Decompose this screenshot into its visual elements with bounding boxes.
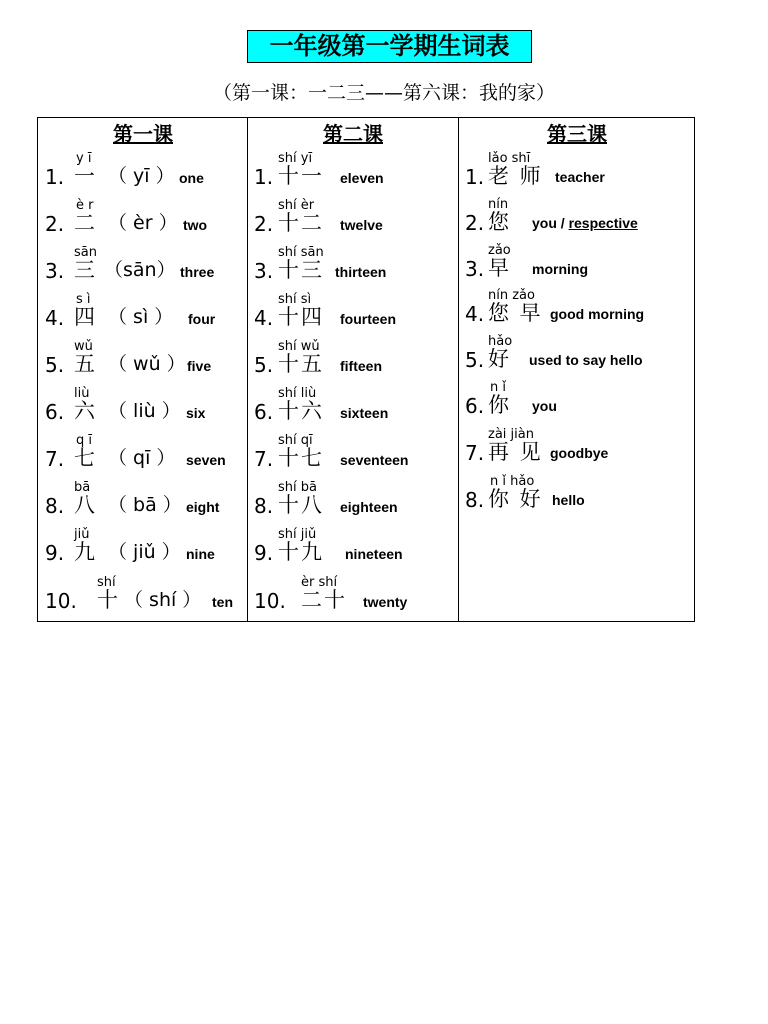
entry-number: 10. (254, 589, 286, 613)
pinyin: shí jiǔ (278, 527, 317, 542)
pronunciation: （sān） (104, 259, 176, 281)
hanzi: 二 (74, 211, 97, 235)
english: nineteen (345, 546, 403, 562)
english: seventeen (340, 452, 409, 468)
english: four (188, 311, 216, 327)
english: morning (532, 261, 588, 277)
entry-number: 2. (254, 212, 274, 236)
hanzi: 您 (488, 210, 511, 234)
lesson-2-heading: 第二课 (323, 122, 383, 146)
pinyin: n ǐ (490, 380, 506, 395)
pinyin: shí liù (278, 386, 317, 401)
entry-number: 2. (45, 212, 65, 236)
hanzi: 十一 (278, 164, 324, 188)
hanzi: 四 (74, 305, 97, 329)
pronunciation: （ sì ） (108, 306, 174, 328)
pronunciation: （ èr ） (108, 212, 178, 234)
vocabulary-table (37, 117, 695, 622)
pinyin: shí sān (278, 245, 324, 260)
english: thirteen (335, 264, 387, 280)
english: seven (186, 452, 226, 468)
english-underlined: respective (568, 215, 638, 231)
pinyin: zǎo (488, 243, 511, 258)
entry-number: 7. (45, 447, 65, 471)
hanzi: 老 师 (488, 164, 543, 188)
page-title: 一年级第一学期生词表 (247, 30, 532, 63)
hanzi: 九 (74, 540, 97, 564)
english: twenty (363, 594, 408, 610)
hanzi: 十四 (278, 305, 324, 329)
pinyin: jiǔ (74, 527, 90, 542)
english: teacher (555, 169, 605, 185)
entry-number: 7. (254, 447, 274, 471)
english: good morning (550, 306, 645, 322)
pinyin: shí qī (278, 433, 313, 448)
english: six (186, 405, 206, 421)
page-subtitle: （第一课：一二三——第六课：我的家） (212, 82, 555, 104)
entry-number: 8. (45, 494, 65, 518)
pinyin: bā (74, 480, 91, 495)
english: one (179, 170, 204, 186)
hanzi: 十九 (278, 540, 324, 564)
hanzi: 十三 (278, 258, 324, 282)
entry-number: 3. (254, 259, 274, 283)
english: fourteen (340, 311, 396, 327)
english: nine (186, 546, 215, 562)
pinyin: shí sì (278, 292, 312, 307)
pinyin: shí (97, 575, 116, 590)
hanzi: 六 (74, 399, 97, 423)
entry-number: 10. (45, 589, 77, 613)
english: sixteen (340, 405, 389, 421)
entry-number: 5. (45, 353, 65, 377)
entry-number: 7. (465, 441, 485, 465)
pinyin: wǔ (74, 339, 93, 354)
column-divider (247, 118, 248, 621)
entry-number: 9. (254, 541, 274, 565)
english: eight (186, 499, 220, 515)
hanzi: 七 (74, 446, 97, 470)
pronunciation: （ qī ） (108, 447, 176, 469)
entry-number: 4. (45, 306, 65, 330)
english: twelve (340, 217, 383, 233)
pinyin: nín (488, 197, 509, 212)
english: goodbye (550, 445, 609, 461)
pinyin: sān (74, 245, 97, 260)
lesson-1-heading: 第一课 (113, 122, 173, 146)
pinyin: liù (74, 386, 90, 401)
english: hello (552, 492, 585, 508)
pinyin: shí yī (278, 151, 313, 166)
pronunciation: （ yī ） (108, 165, 175, 187)
pinyin: shí wǔ (278, 339, 320, 354)
english: eleven (340, 170, 384, 186)
entry-number: 8. (465, 488, 485, 512)
hanzi: 二十 (301, 588, 347, 612)
english: three (180, 264, 215, 280)
pinyin: nín zǎo (488, 288, 535, 303)
hanzi: 十七 (278, 446, 324, 470)
entry-number: 1. (254, 165, 274, 189)
english: you (532, 398, 557, 414)
entry-number: 3. (45, 259, 65, 283)
hanzi: 十五 (278, 352, 324, 376)
pronunciation: （ jiǔ ） (108, 541, 181, 563)
pinyin: lǎo shī (488, 151, 531, 166)
english (532, 211, 638, 235)
entry-number: 3. (465, 257, 485, 281)
entry-number: 1. (465, 165, 485, 189)
hanzi: 十六 (278, 399, 324, 423)
hanzi: 三 (74, 258, 97, 282)
english: fifteen (340, 358, 382, 374)
pronunciation: （ wǔ ） (108, 353, 186, 375)
column-divider (458, 118, 459, 621)
pronunciation: （ liù ） (108, 400, 181, 422)
hanzi: 十八 (278, 493, 324, 517)
english: ten (212, 594, 233, 610)
hanzi: 一 (74, 164, 97, 188)
entry-number: 6. (45, 400, 65, 424)
entry-number: 5. (465, 348, 485, 372)
english: two (183, 217, 208, 233)
pinyin: zài jiàn (488, 427, 534, 442)
pronunciation: （ bā ） (108, 494, 182, 516)
hanzi: 五 (74, 352, 97, 376)
pinyin: q ī (76, 433, 92, 448)
pinyin: è r (76, 198, 94, 213)
pinyin: y ī (76, 151, 92, 166)
entry-number: 6. (465, 394, 485, 418)
entry-number: 4. (465, 302, 485, 326)
hanzi: 好 (488, 347, 511, 371)
hanzi: 您 早 (488, 301, 543, 325)
hanzi: 你 好 (488, 487, 543, 511)
entry-number: 4. (254, 306, 274, 330)
pinyin: èr shí (301, 575, 338, 590)
english: eighteen (340, 499, 398, 515)
hanzi: 你 (488, 393, 511, 417)
hanzi: 十二 (278, 211, 324, 235)
lesson-3-heading: 第三课 (547, 122, 607, 146)
pinyin: hǎo (488, 334, 513, 349)
pinyin: n ǐ hǎo (490, 474, 535, 489)
english: used to say hello (529, 352, 643, 368)
pinyin: s ì (76, 292, 91, 307)
entry-number: 1. (45, 165, 65, 189)
hanzi: 再 见 (488, 440, 543, 464)
entry-number: 2. (465, 211, 485, 235)
hanzi: 早 (488, 256, 511, 280)
entry-number: 6. (254, 400, 274, 424)
pinyin: shí èr (278, 198, 315, 213)
entry-number: 9. (45, 541, 65, 565)
english-part: you / (532, 215, 569, 231)
entry-number: 8. (254, 494, 274, 518)
english: five (187, 358, 212, 374)
pronunciation: （ shí ） (124, 589, 202, 611)
hanzi: 八 (74, 493, 97, 517)
hanzi: 十 (97, 588, 120, 612)
pinyin: shí bā (278, 480, 317, 495)
entry-number: 5. (254, 353, 274, 377)
